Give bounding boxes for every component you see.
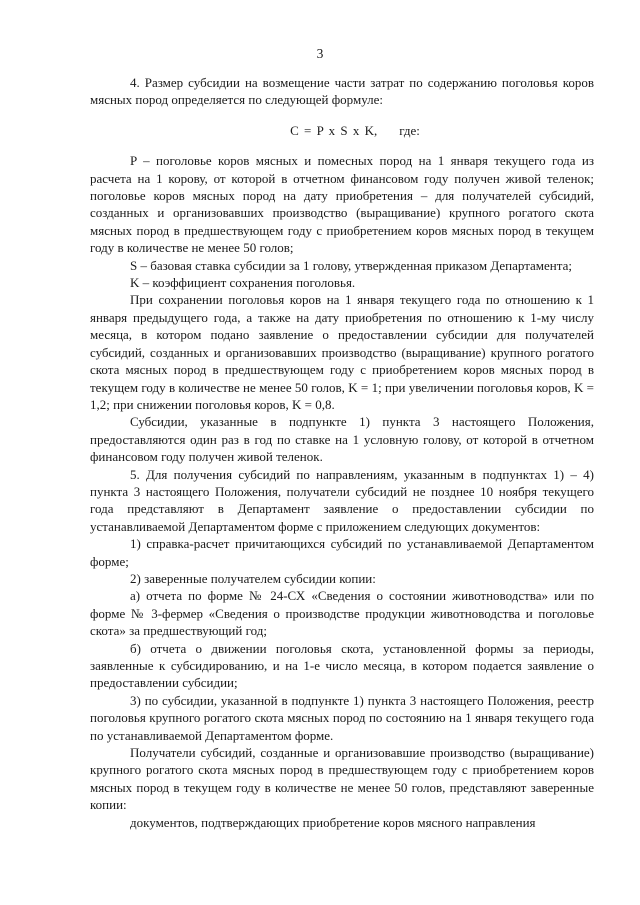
formula-where: где: (399, 122, 420, 138)
document-body (90, 74, 594, 831)
new-producers-paragraph: Получатели субсидий, созданные и организовавшие производство (выращивание) крупного рогатого скота мясных пород в предшествующем году с приобретением коров мясных пород в текущем году в количестве не менее 50 голов, представляют заверенные копии: (90, 745, 594, 813)
subsidy-frequency: Субсидии, указанные в подпункте 1) пункта 3 настоящего Положения, предоставляются один раз в год по ставке на 1 условную голову, от которой в отчетном финансовом году получен живой теленок. (90, 414, 594, 465)
list-item-3: 3) по субсидии, указанной в подпункте 1) пункта 3 настоящего Положения, реестр поголовья крупного рогатого скота мясных пород по состоянию на 1 января текущего года по устанавливаемой Департаментом форме. (90, 692, 594, 743)
list-item-2b: б) отчета о движении поголовья скота, установленной формы за периоды, заявленные к субсидированию, и на 1-е число месяца, в котором подается заявление о предоставлении субсидии; (90, 640, 594, 691)
page-number: 3 (316, 46, 324, 61)
definition-p: P – поголовье коров мясных и помесных пород на 1 января текущего года из расчета на 1 корову, от которой в отчетном финансовом году получен живой теленок; поголовье коров мясных пород на дату приобретения – для получателей субсидий, созданных и организовавших производство (выращивание) крупного рогатого скота мясных пород в предшествующем году с приобретением коров мясных пород в текущем году в количестве не менее 50 голов; (90, 153, 594, 256)
list-item-2a: а) отчета по форме № 24-СХ «Сведения о состоянии животноводства» или по форме № 3-фермер «Сведения о производстве продукции животноводства и поголовье скота» за предшествующий год; (90, 588, 594, 639)
definition-s: S – базовая ставка субсидии за 1 голову, утвержденная приказом Департамента; (130, 257, 572, 273)
paragraph-4-intro: 4. Размер субсидии на возмещение части затрат по содержанию поголовья коров мясных пород определяется по следующей формуле: (90, 75, 594, 108)
subsidy-formula (116, 122, 594, 139)
definition-k: K – коэффициент сохранения поголовья. (130, 275, 356, 291)
list-item-2: 2) заверенные получателем субсидии копии: (130, 570, 376, 586)
coefficient-rules: При сохранении поголовья коров на 1 января текущего года по отношению к 1 января предыдущего года, а также на дату приобретения по отношению к 1-му числу месяца, в котором подано заявление о предоставлении субсидии для получателей субсидий, созданных и организовавших производство (выращивание) крупного рогатого скота мясных пород в предшествующем году с приобретением коров мясных пород в текущем году в количестве не менее 50 голов, K = 1; при увеличении поголовья коров, K = 1,2; при снижении поголовья коров, K = 0,8. (90, 292, 594, 412)
documents-paragraph: документов, подтверждающих приобретение коров мясного направления (130, 814, 536, 830)
list-item-1: 1) справка-расчет причитающихся субсидий по устанавливаемой Департаментом форме; (90, 536, 594, 569)
formula-expression: C = P x S x K, (290, 122, 378, 138)
paragraph-5-intro: 5. Для получения субсидий по направлениям, указанным в подпунктах 1) – 4) пункта 3 настоящего Положения, получатели субсидий не позднее 10 ноября текущего года представляют в Департамент заявление о предоставлении субсидии по устанавливаемой Департаментом форме с приложением следующих документов: (90, 466, 594, 534)
